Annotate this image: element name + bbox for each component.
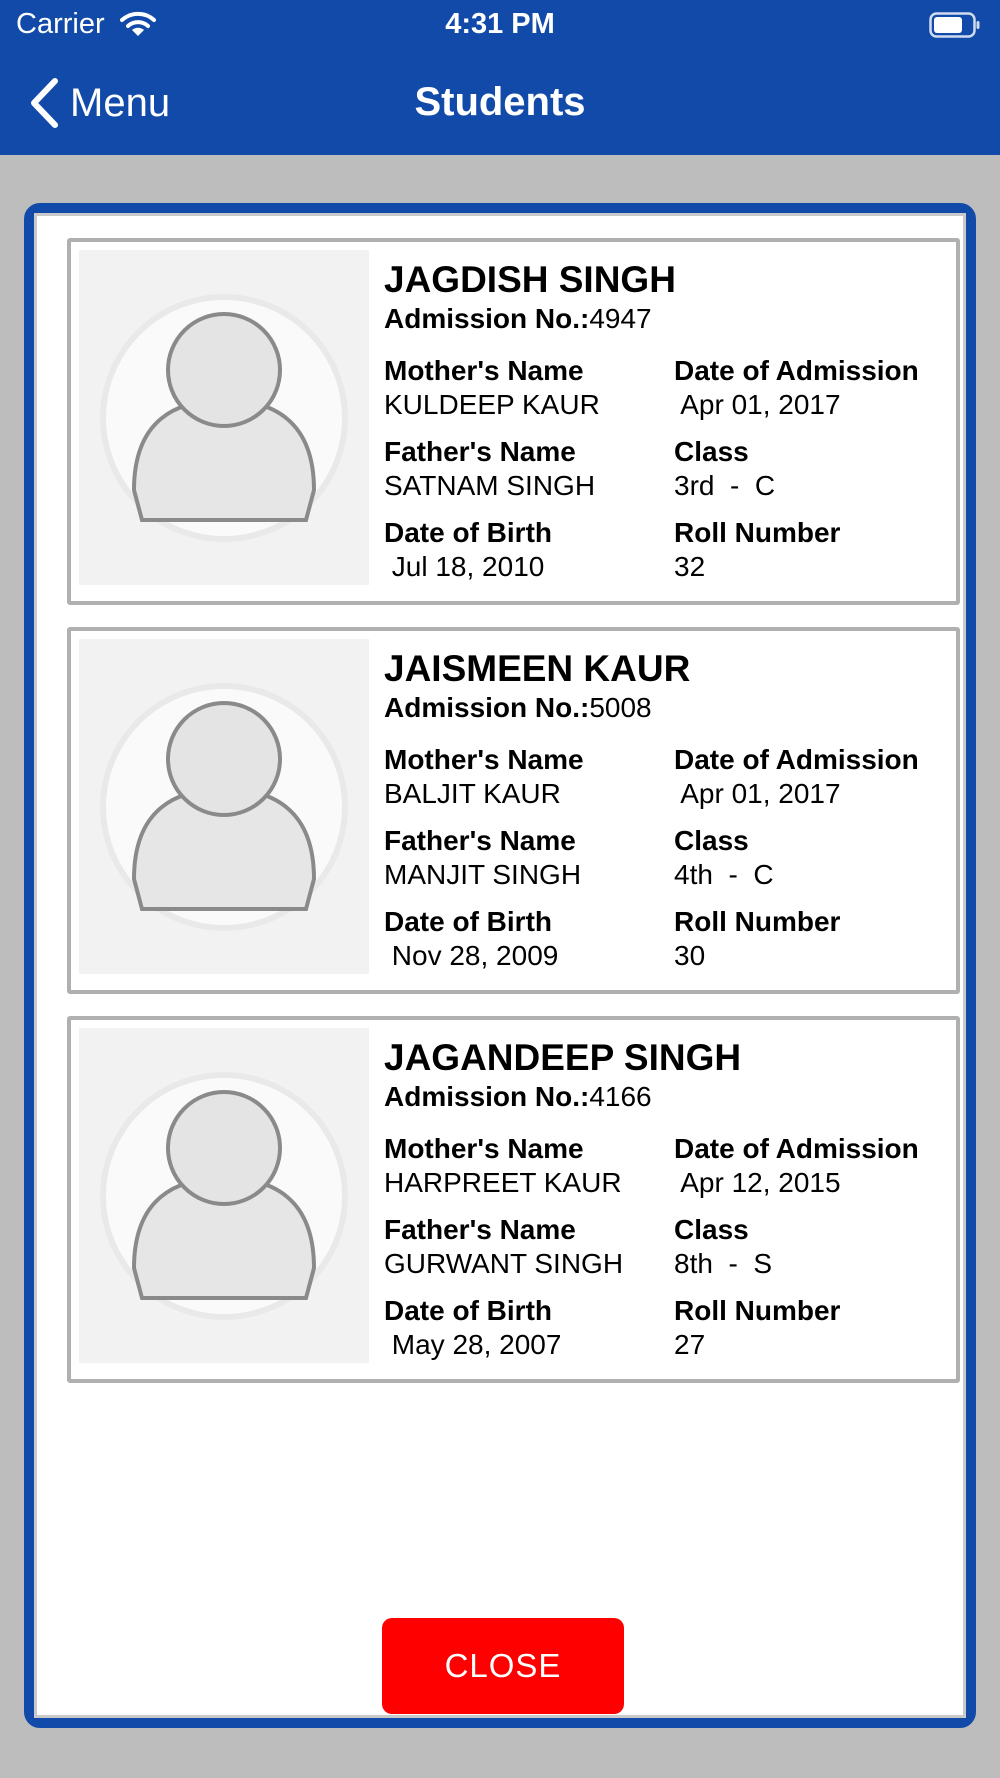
admission-date-label: Date of Admission [674,355,919,386]
father-value: MANJIT SINGH [384,859,582,890]
dob-label: Date of Birth [384,517,552,548]
student-card[interactable] [67,238,960,605]
admission-number [384,1080,954,1114]
admission-label: Admission No.: [384,1081,590,1112]
top-bar [0,0,1000,155]
roll-label: Roll Number [674,906,841,937]
roll-value: 32 [674,551,706,582]
navigation-bar [0,52,1000,155]
dob-value: Nov 28, 2009 [384,940,559,971]
dob-label: Date of Birth [384,906,552,937]
father-value: GURWANT SINGH [384,1248,624,1279]
mother-value: KULDEEP KAUR [384,389,600,420]
father-label: Father's Name [384,436,576,467]
mother-label: Mother's Name [384,355,584,386]
class-label: Class [674,1214,749,1245]
dob-value: Jul 18, 2010 [384,551,545,582]
panel-inner [34,213,966,1718]
mother-value: BALJIT KAUR [384,778,561,809]
father-value: SATNAM SINGH [384,470,596,501]
status-bar [0,0,1000,52]
avatar-placeholder-icon [96,290,352,546]
student-photo [79,1028,369,1363]
roll-label: Roll Number [674,1295,841,1326]
dob-value: May 28, 2007 [384,1329,562,1360]
father-label: Father's Name [384,825,576,856]
admission-value: 4166 [589,1081,652,1112]
admission-label: Admission No.: [384,692,590,723]
roll-label: Roll Number [674,517,841,548]
class-value: 3rd - C [674,470,776,501]
class-label: Class [674,825,749,856]
admission-date-value: Apr 01, 2017 [674,389,841,420]
admission-date-value: Apr 01, 2017 [674,778,841,809]
avatar-placeholder-icon [96,1068,352,1324]
admission-date-label: Date of Admission [674,1133,919,1164]
class-value: 4th - C [674,859,774,890]
admission-label: Admission No.: [384,303,590,334]
admission-number [384,302,954,336]
mother-label: Mother's Name [384,744,584,775]
admission-value: 4947 [589,303,652,334]
student-card[interactable] [67,627,960,994]
mother-label: Mother's Name [384,1133,584,1164]
battery-icon [929,12,981,38]
class-value: 8th - S [674,1248,773,1279]
carrier-label: Carrier [16,8,105,40]
mother-value: HARPREET KAUR [384,1167,622,1198]
admission-value: 5008 [589,692,652,723]
father-label: Father's Name [384,1214,576,1245]
admission-number [384,691,954,725]
student-card[interactable] [67,1016,960,1383]
roll-value: 30 [674,940,706,971]
admission-date-label: Date of Admission [674,744,919,775]
students-panel [24,203,976,1728]
student-photo [79,639,369,974]
dob-label: Date of Birth [384,1295,552,1326]
student-photo [79,250,369,585]
student-name: JAGDISH SINGH [384,259,676,300]
student-name: JAISMEEN KAUR [384,648,691,689]
avatar-placeholder-icon [96,679,352,935]
roll-value: 27 [674,1329,706,1360]
student-name: JAGANDEEP SINGH [384,1037,742,1078]
back-label: Menu [70,80,171,125]
close-button[interactable]: CLOSE [382,1618,624,1714]
class-label: Class [674,436,749,467]
admission-date-value: Apr 12, 2015 [674,1167,841,1198]
status-time: 4:31 PM [445,8,555,40]
page-title: Students [414,80,586,124]
